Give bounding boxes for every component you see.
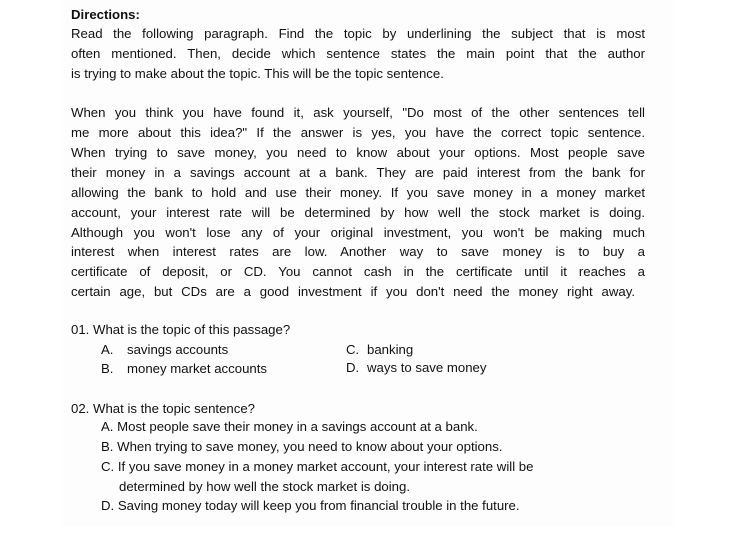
q2-option-c: C. If you save money in a money market account, your interest rate will be bbox=[101, 459, 534, 474]
passage-line: allowing the bank to hold and use their money. If you save money in a money market bbox=[71, 185, 645, 200]
passage-line: me more about this idea?" If the answer is yes, you have the correct topic sentence. bbox=[71, 125, 645, 140]
q1-option-a: savings accounts bbox=[127, 342, 229, 357]
q1-option-d: ways to save money bbox=[367, 360, 487, 375]
q1-option-d-letter: D. bbox=[346, 360, 360, 375]
q2-option-b: B. When trying to save money, you need to know about your options. bbox=[101, 439, 503, 454]
q1-option-c-letter: C. bbox=[346, 342, 360, 357]
directions-heading: Directions: bbox=[71, 7, 140, 22]
question-1: 01. What is the topic of this passage? bbox=[71, 322, 291, 337]
directions-line: is trying to make about the topic. This will be the topic sentence. bbox=[71, 66, 444, 81]
question-2: 02. What is the topic sentence? bbox=[71, 401, 256, 416]
passage-line: Although you won't lose any of your original investment, you won't be making much bbox=[71, 225, 645, 240]
q2-option-d: D. Saving money today will keep you from financial trouble in the future. bbox=[101, 498, 520, 513]
passage-line: certain age, but CDs are a good investment if you don't need the money right away. bbox=[71, 284, 635, 299]
q2-option-c-continued: determined by how well the stock market is doing. bbox=[119, 479, 410, 494]
passage-line: interest when interest rates are low. Another way to save money is to buy a bbox=[71, 244, 645, 259]
passage-line: account, your interest rate will be determined by how well the stock market is doing. bbox=[71, 205, 645, 220]
directions-line: often mentioned. Then, decide which sentence states the main point that the author bbox=[71, 46, 645, 61]
q1-option-b: money market accounts bbox=[127, 361, 267, 376]
directions-line: Read the following paragraph. Find the topic by underlining the subject that is most bbox=[71, 26, 645, 41]
passage-line: When trying to save money, you need to know about your options. Most people save bbox=[71, 145, 645, 160]
q1-option-a-letter: A. bbox=[101, 342, 114, 357]
q1-option-c: banking bbox=[367, 342, 414, 357]
passage-line: When you think you have found it, ask yourself, "Do most of the other sentences tell bbox=[71, 105, 645, 120]
passage-line: their money in a savings account at a bank. They are paid interest from the bank for bbox=[71, 165, 645, 180]
passage-line: certificate of deposit, or CD. You cannot cash in the certificate until it reaches a bbox=[71, 264, 645, 279]
q2-option-a: A. Most people save their money in a savings account at a bank. bbox=[101, 419, 478, 434]
q1-option-b-letter: B. bbox=[101, 361, 114, 376]
